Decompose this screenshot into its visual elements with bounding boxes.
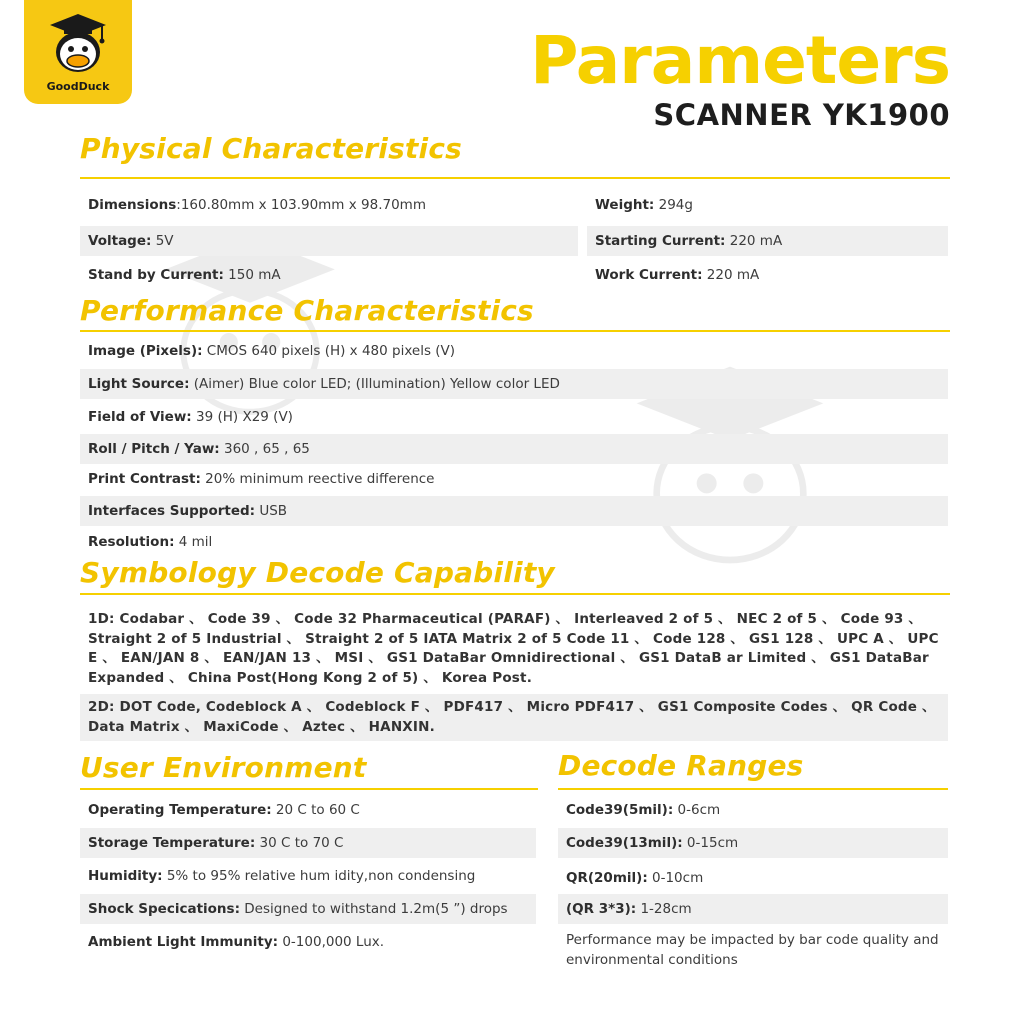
spec-storage-temperature: Storage Temperature: 30 C to 70 C	[80, 828, 536, 858]
spec-standby-current: Stand by Current: 150 mA	[88, 267, 281, 283]
section-divider	[80, 788, 538, 790]
page-title: Parameters	[530, 22, 950, 99]
spec-resolution: Resolution: 4 mil	[88, 534, 213, 550]
section-divider	[558, 788, 948, 790]
spec-roll-pitch-yaw: Roll / Pitch / Yaw: 360 , 65 , 65	[80, 434, 948, 464]
spec-starting-current: Starting Current: 220 mA	[587, 226, 948, 256]
symbology-2d-list: 2D: DOT Code, Codeblock A 、 Codeblock F 、 PDF417 、 Micro PDF417 、 GS1 Composite Codes 、 QR Code 、 Data Matrix 、 MaxiCode 、 Aztec 、 HANXIN.	[80, 694, 948, 741]
section-divider	[80, 593, 950, 595]
section-divider	[80, 330, 950, 332]
spec-interfaces: Interfaces Supported: USB	[80, 496, 948, 526]
range-qr-3x3: (QR 3*3): 1-28cm	[558, 894, 948, 924]
spec-image-pixels: Image (Pixels): CMOS 640 pixels (H) x 480 pixels (V)	[88, 343, 456, 359]
section-divider	[80, 177, 950, 179]
range-code39-13mil: Code39(13mil): 0-15cm	[558, 828, 948, 858]
brand-logo	[24, 0, 132, 104]
decode-ranges-note: Performance may be impacted by bar code quality and environmental conditions	[566, 932, 939, 968]
section-title-performance: Performance Characteristics	[80, 294, 534, 327]
spec-ambient-light: Ambient Light Immunity: 0-100,000 Lux.	[88, 934, 385, 950]
section-title-user-environment: User Environment	[80, 751, 367, 784]
page-subtitle: SCANNER YK1900	[653, 98, 950, 132]
spec-work-current: Work Current: 220 mA	[595, 267, 760, 283]
spec-field-of-view: Field of View: 39 (H) X29 (V)	[88, 409, 293, 425]
symbology-1d-list: 1D: Codabar 、 Code 39 、 Code 32 Pharmaceutical (PARAF) 、 Interleaved 2 of 5 、 NEC 2 of 5 、 Code 93 、 Straight 2 of 5 Industrial 、 Straight 2 of 5 IATA Matrix 2 of 5 Code 11 、 Code 128 、 GS1 128 、 UPC A 、 UPC E 、 EAN/JAN 8 、 EAN/JAN 13 、 MSI 、 GS1 DataBar Omnidirectional 、 GS1 DataB ar Limited 、 GS1 DataBar Expanded 、 China Post(Hong Kong 2 of 5) 、 Korea Post.	[88, 611, 939, 686]
spec-operating-temperature: Operating Temperature: 20 C to 60 C	[88, 802, 360, 818]
section-title-symbology: Symbology Decode Capability	[80, 556, 555, 589]
spec-dimensions: Dimensions:160.80mm x 103.90mm x 98.70mm	[88, 197, 426, 213]
spec-shock: Shock Specications: Designed to withstand 1.2m(5 ”) drops	[80, 894, 536, 924]
section-title-physical: Physical Characteristics	[80, 132, 462, 165]
spec-humidity: Humidity: 5% to 95% relative hum idity,non condensing	[88, 868, 476, 884]
range-qr-20mil: QR(20mil): 0-10cm	[566, 870, 704, 886]
range-code39-5mil: Code39(5mil): 0-6cm	[566, 802, 721, 818]
duck-mascot-icon	[48, 12, 108, 78]
section-title-decode-ranges: Decode Ranges	[558, 749, 804, 782]
spec-weight: Weight: 294g	[595, 197, 693, 213]
spec-print-contrast: Print Contrast: 20% minimum reective difference	[88, 471, 435, 487]
spec-light-source: Light Source: (Aimer) Blue color LED; (Illumination) Yellow color LED	[80, 369, 948, 399]
spec-voltage: Voltage: 5V	[80, 226, 578, 256]
brand-name: GoodDuck	[46, 80, 110, 93]
